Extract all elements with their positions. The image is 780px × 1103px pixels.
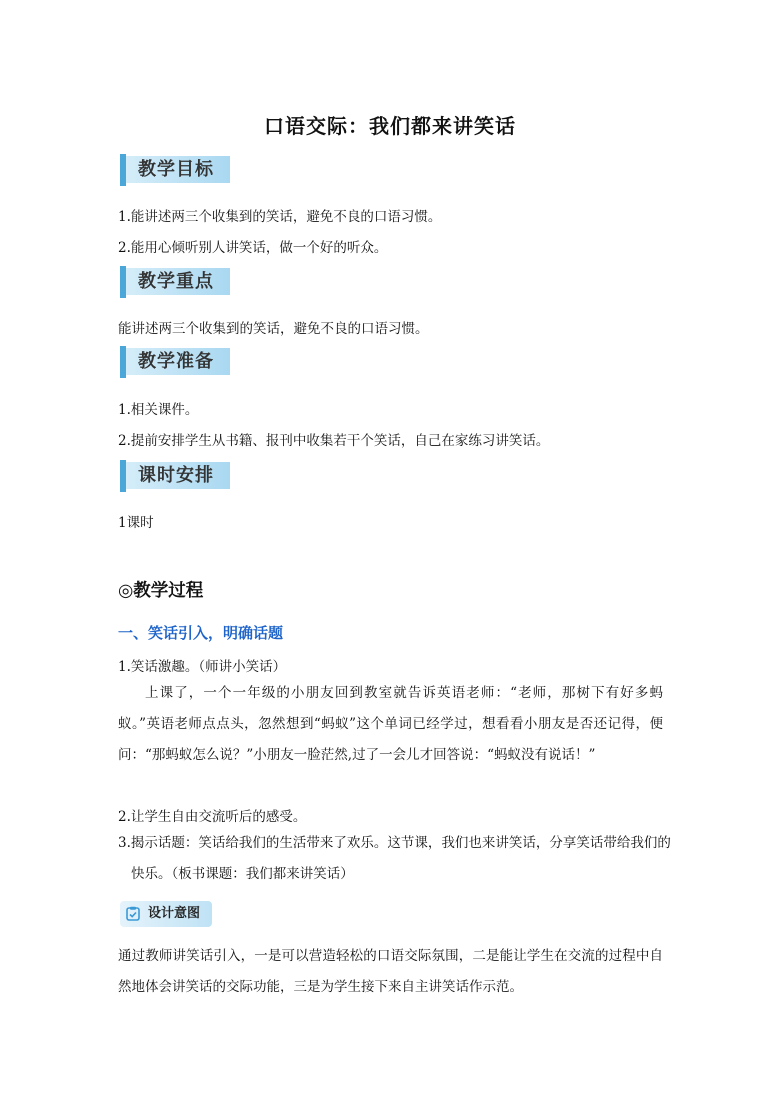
focus-heading: 教学重点 — [138, 271, 214, 292]
schedule-banner — [120, 460, 232, 492]
goals-heading: 教学目标 — [138, 159, 214, 180]
clipboard-icon — [126, 906, 140, 921]
schedule-heading: 课时安排 — [138, 465, 214, 486]
prep-item-1: 1.相关课件。 — [118, 402, 199, 418]
design-intent-label: 设计意图 — [148, 906, 201, 921]
goals-banner — [120, 154, 232, 186]
goal-item-1: 1.能讲述两三个收集到的笑话，避免不良的口语习惯。 — [118, 209, 442, 225]
part1-step1: 1.笑话激趣。（师讲小笑话） — [118, 659, 287, 675]
prep-banner — [120, 346, 232, 378]
focus-text: 能讲述两三个收集到的笑话，避免不良的口语习惯。 — [118, 321, 429, 337]
design-intent-text: 通过教师讲笑话引入，一是可以营造轻松的口语交际氛围，二是能让学生在交流的过程中自然地体会讲笑话的交际功能，三是为学生接下来自主讲笑话作示范。 — [118, 948, 663, 995]
prep-heading: 教学准备 — [138, 351, 214, 372]
goal-item-2: 2.能用心倾听别人讲笑话，做一个好的听众。 — [118, 240, 388, 256]
process-heading: ◎教学过程 — [118, 581, 204, 601]
focus-banner — [120, 266, 232, 298]
design-intent-badge — [120, 901, 212, 927]
page-title: 口语交际：我们都来讲笑话 — [264, 114, 516, 138]
part1-story: 上课了，一个一年级的小朋友回到教室就告诉英语老师：“老师，那树下有好多蚂蚁。”英语老师点点头，忽然想到“蚂蚁”这个单词已经学过，想看看小朋友是否还记得，便问：“那蚂蚁怎么说？”小朋友一脸茫然,过了一会儿才回答说：“蚂蚁没有说话！” — [118, 685, 663, 763]
schedule-text: 1课时 — [118, 515, 154, 531]
part1-heading: 一、笑话引入，明确话题 — [118, 624, 284, 642]
part1-step2: 2.让学生自由交流听后的感受。 — [118, 809, 307, 825]
part1-step3: 3.揭示话题：笑话给我们的生活带来了欢乐。这节课，我们也来讲笑话，分享笑话带给我们的快乐。（板书课题：我们都来讲笑话） — [118, 835, 671, 882]
prep-item-2: 2.提前安排学生从书籍、报刊中收集若干个笑话，自己在家练习讲笑话。 — [118, 433, 550, 449]
